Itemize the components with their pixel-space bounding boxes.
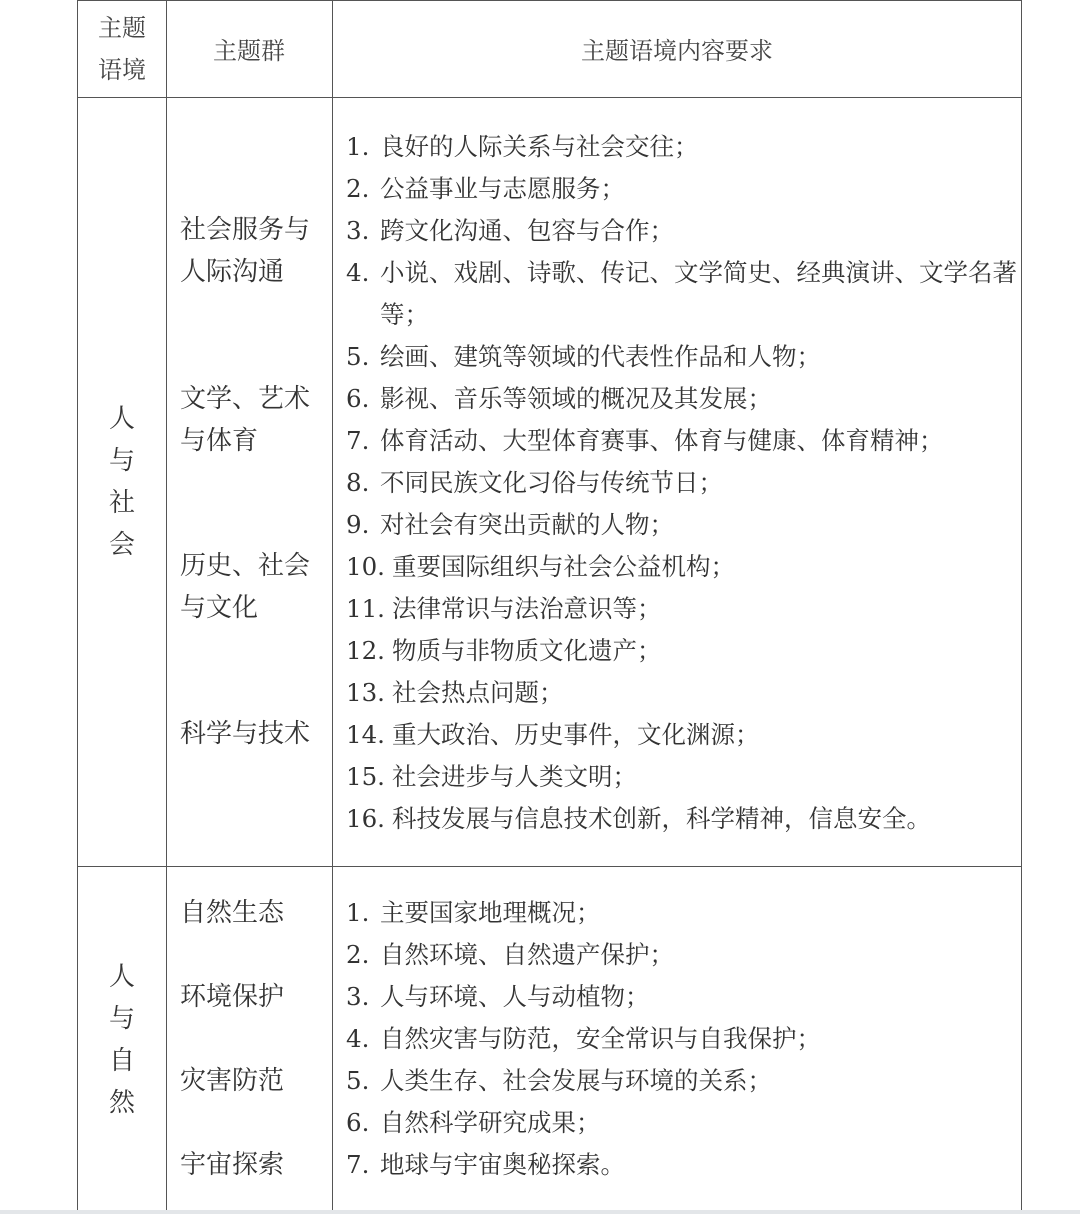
context-char: 与: [108, 446, 135, 476]
group-line: 科学与技术: [180, 719, 311, 749]
content-list-society: [346, 126, 1026, 840]
group-line: 与体育: [180, 426, 259, 456]
context-char: 自: [108, 1046, 135, 1076]
group-line: 文学、艺术: [180, 384, 311, 414]
group-line: 灾害防范: [180, 1066, 285, 1096]
group-line: 人际沟通: [180, 257, 285, 287]
bottom-scroll-strip: [0, 1210, 1080, 1214]
header-content-cell: [332, 0, 1022, 97]
header-context-cell: [78, 0, 166, 97]
group-cell-nature: [166, 866, 332, 1214]
list-item: 3. 跨文化沟通、包容与合作；: [346, 216, 674, 245]
group-line: 自然生态: [180, 898, 285, 928]
group-social-service: [180, 209, 325, 293]
list-item: 13. 社会热点问题；: [346, 678, 564, 707]
list-item: 12. 物质与非物质文化遗产；: [346, 636, 662, 665]
group-cell-society: [166, 97, 332, 866]
list-item: 2. 自然环境、自然遗产保护；: [346, 940, 674, 969]
group-environment: [180, 976, 325, 1018]
group-history-culture: [180, 545, 325, 629]
header-group: 主题群: [213, 37, 285, 65]
context-char: 然: [108, 1088, 135, 1118]
list-item: 4. 小说、戏剧、诗歌、传记、文学简史、经典演讲、文学名著等；: [346, 258, 1017, 329]
group-line: 历史、社会: [180, 551, 311, 581]
header-content: 主题语境内容要求: [581, 37, 773, 65]
list-item: 10. 重要国际组织与社会公益机构；: [346, 552, 735, 581]
theme-table: [77, 0, 1022, 1214]
list-item: 9. 对社会有突出贡献的人物；: [346, 510, 674, 539]
list-item: 1. 良好的人际关系与社会交往；: [346, 132, 699, 161]
header-group-cell: [166, 0, 332, 97]
group-line: 宇宙探索: [180, 1150, 285, 1180]
group-line: 与文化: [180, 593, 259, 623]
context-cell-nature: [78, 955, 166, 1125]
content-cell-society: [332, 97, 1022, 866]
list-item: 6. 自然科学研究成果；: [346, 1108, 601, 1137]
context-char: 社: [108, 488, 135, 518]
group-universe: [180, 1144, 325, 1186]
group-line: 环境保护: [180, 982, 285, 1012]
context-cell-society: [78, 397, 166, 567]
list-item: 8. 不同民族文化习俗与传统节日；: [346, 468, 723, 497]
list-item: 5. 人类生存、社会发展与环境的关系；: [346, 1066, 772, 1095]
context-char: 人: [108, 404, 135, 434]
group-science-tech: [180, 713, 325, 755]
list-item: 1. 主要国家地理概况；: [346, 898, 601, 927]
list-item: 15. 社会进步与人类文明；: [346, 762, 637, 791]
list-item: 2. 公益事业与志愿服务；: [346, 174, 625, 203]
list-item: 14. 重大政治、历史事件，文化渊源；: [346, 720, 760, 749]
list-item: 11. 法律常识与法治意识等；: [346, 594, 662, 623]
list-item: 5. 绘画、建筑等领域的代表性作品和人物；: [346, 342, 821, 371]
list-item: 4. 自然灾害与防范，安全常识与自我保护；: [346, 1024, 821, 1053]
context-char: 会: [108, 530, 135, 560]
list-item: 7. 体育活动、大型体育赛事、体育与健康、体育精神；: [346, 426, 944, 455]
context-char: 人: [108, 962, 135, 992]
group-line: 社会服务与: [180, 215, 311, 245]
group-disaster: [180, 1060, 325, 1102]
list-item: 3. 人与环境、人与动植物；: [346, 982, 650, 1011]
context-char: 与: [108, 1004, 135, 1034]
content-cell-nature: [332, 866, 1022, 1214]
list-item: 7. 地球与宇宙奥秘探索。: [346, 1150, 625, 1179]
header-context-line1: 主题: [98, 13, 146, 42]
content-list-nature: [346, 892, 1026, 1186]
group-ecology: [180, 892, 325, 934]
header-context-line2: 语境: [98, 55, 146, 84]
group-literature-art: [180, 378, 325, 462]
list-item: 6. 影视、音乐等领域的概况及其发展；: [346, 384, 772, 413]
list-item: 16. 科技发展与信息技术创新，科学精神，信息安全。: [346, 804, 931, 833]
